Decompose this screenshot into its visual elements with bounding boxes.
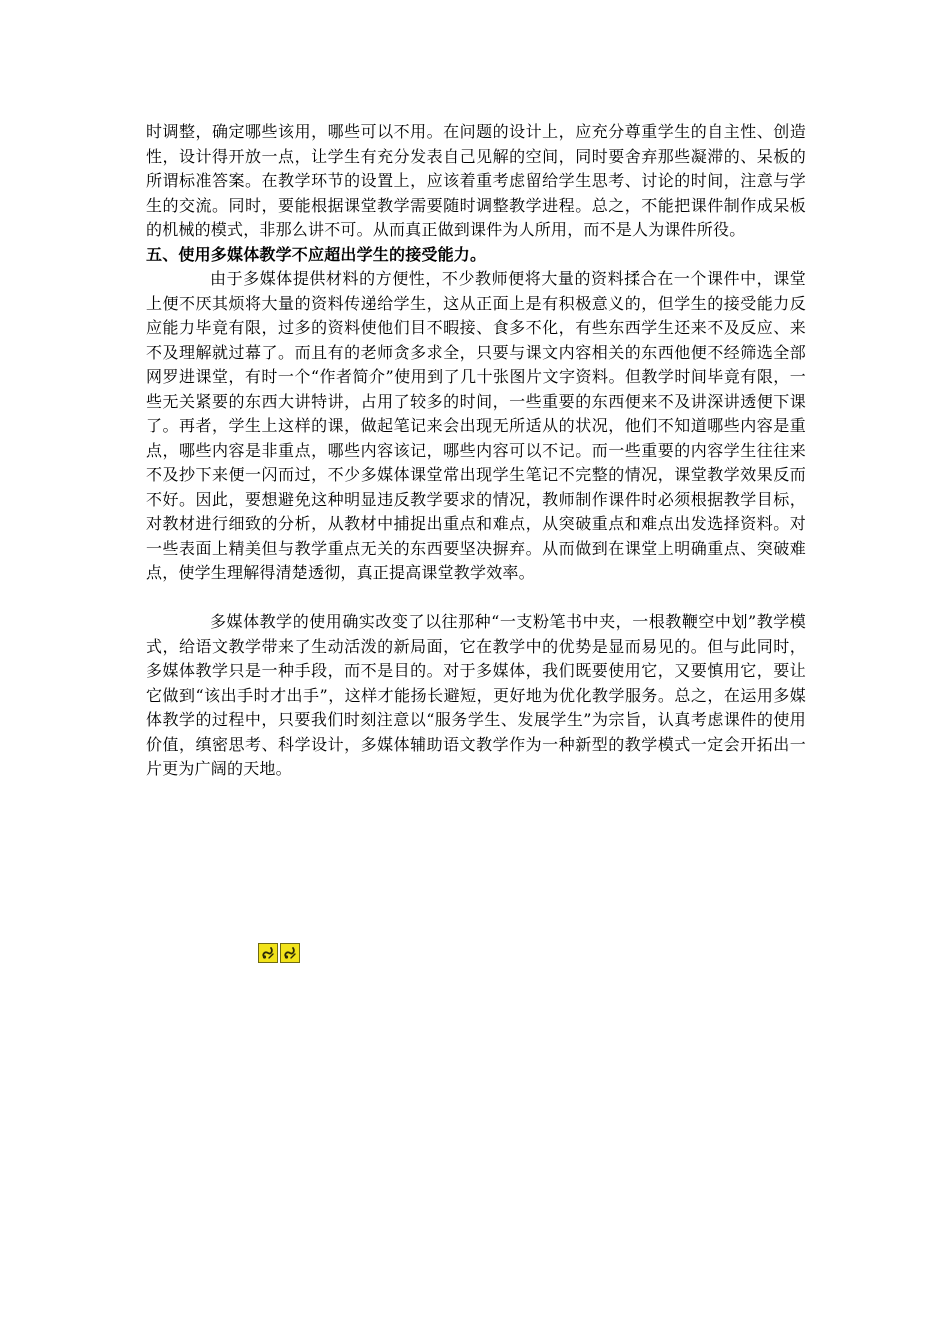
continuation-paragraph: 时调整，确定哪些该用，哪些可以不用。在问题的设计上，应充分尊重学生的自主性、创造性，设计得开放一点，让学生有充分发表自己见解的空间，同时要舍弃那些凝滞的、呆板的所谓标准答案。在教学环节的设置上，应该着重考虑留给学生思考、讨论的时间，注意与学生的交流。同时，要能根据课堂教学需要随时调整教学进程。总之，不能把课件制作成呆板的机械的模式，非那么讲不可。从而真正做到课件为人所用，而不是人为课件所役。 (146, 122, 806, 239)
decorative-scroll-icon (280, 943, 300, 963)
document-body (146, 120, 806, 782)
section-heading: 五、使用多媒体教学不应超出学生的接受能力。 (146, 244, 487, 264)
end-ornament (258, 943, 300, 963)
paragraph-spacer (146, 586, 806, 611)
decorative-scroll-icon (258, 943, 278, 963)
conclusion-paragraph: 多媒体教学的使用确实改变了以往那种“一支粉笔书中夹，一根教鞭空中划”教学模式，给语文教学带来了生动活泼的新局面，它在教学中的优势是显而易见的。但与此同时，多媒体教学只是一种手段，而不是目的。对于多媒体，我们既要使用它，又要慎用它，要让它做到“该出手时才出手”，这样才能扬长避短，更好地为优化教学服务。总之，在运用多媒体教学的过程中，只要我们时刻注意以“服务学生、发展学生”为宗旨，认真考虑课件的使用价值，缜密思考、科学设计，多媒体辅助语文教学作为一种新型的教学模式一定会开拓出一片更为广阔的天地。 (146, 612, 806, 778)
section-paragraph: 由于多媒体提供材料的方便性，不少教师便将大量的资料揉合在一个课件中，课堂上便不厌其烦将大量的资料传递给学生，这从正面上是有积极意义的，但学生的接受能力反应能力毕竟有限，过多的资料使他们目不暇接、食多不化，有些东西学生还来不及反应、来不及理解就过幕了。而且有的老师贪多求全，只要与课文内容相关的东西他便不经筛选全部网罗进课堂，有时一个“作者简介”使用到了几十张图片文字资料。但教学时间毕竟有限，一些无关紧要的东西大讲特讲，占用了较多的时间，一些重要的东西便来不及讲深讲透便下课了。再者，学生上这样的课，做起笔记来会出现无所适从的状况，他们不知道哪些内容是重点，哪些内容是非重点，哪些内容该记，哪些内容可以不记。而一些重要的内容学生往往来不及抄下来便一闪而过，不少多媒体课堂常出现学生笔记不完整的情况，课堂教学效果反而不好。因此，要想避免这种明显违反教学要求的情况，教师制作课件时必须根据教学目标，对教材进行细致的分析，从教材中捕捉出重点和难点，从突破重点和难点出发选择资料。对一些表面上精美但与教学重点无关的东西要坚决摒弃。从而做到在课堂上明确重点、突破难点，使学生理解得清楚透彻，真正提高课堂教学效率。 (146, 269, 806, 582)
